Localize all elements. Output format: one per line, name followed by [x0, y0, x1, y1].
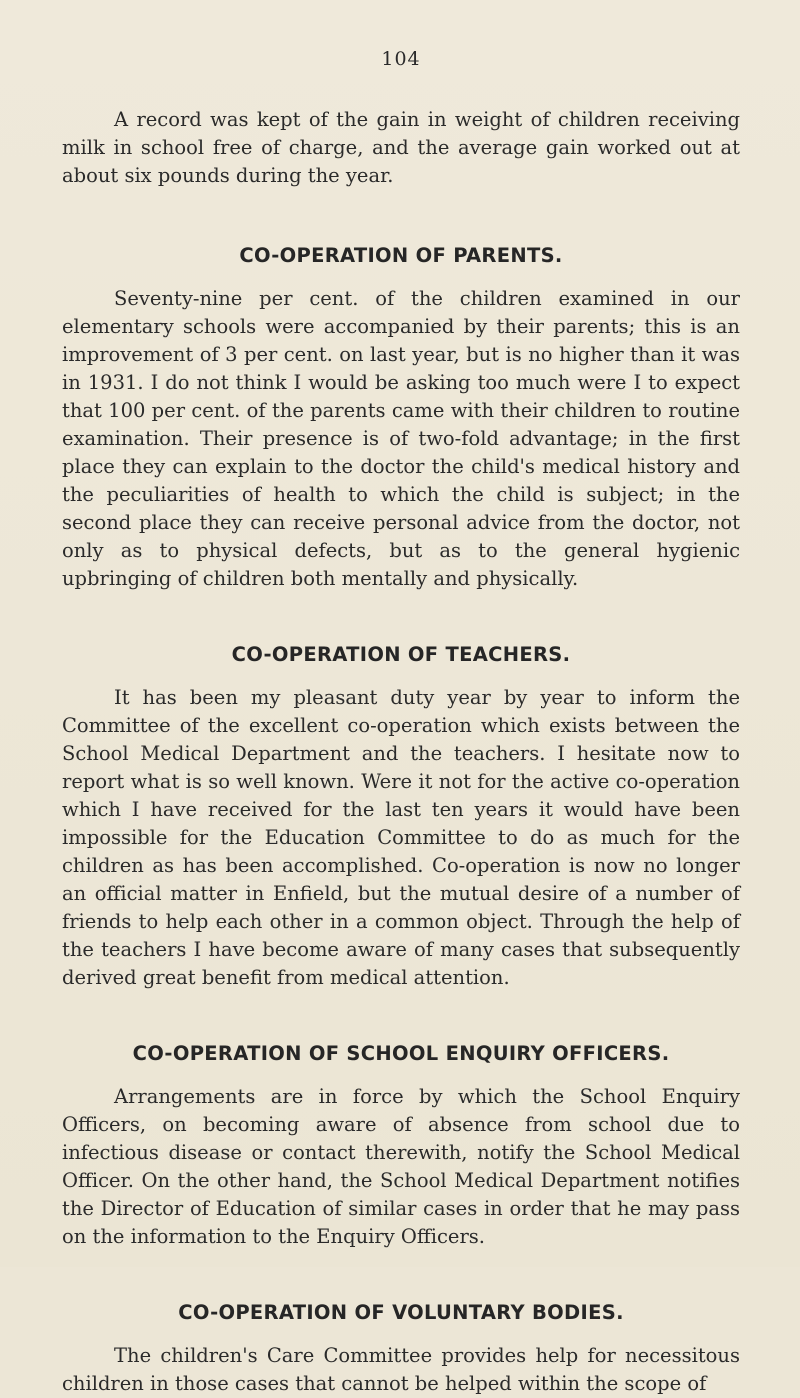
heading-cooperation-of-voluntary-bodies: CO-OPERATION OF VOLUNTARY BODIES. [178, 1301, 624, 1324]
heading-cooperation-of-school-enquiry-officers: CO-OPERATION OF SCHOOL ENQUIRY OFFICERS. [132, 1042, 670, 1065]
page-number: 104 [381, 48, 421, 70]
heading-cooperation-of-parents: CO-OPERATION OF PARENTS. [239, 244, 563, 267]
heading-cooperation-of-teachers: CO-OPERATION OF TEACHERS. [231, 643, 571, 666]
paragraph-cooperation-of-parents: Seventy-nine per cent. of the children examined in our elementary schools were accompanied by their parents; this is an improvement of 3 per cent. on last year, but is no higher than it was in 1931. I do not think I would be asking too much were I to expect that 100 per cent. of the parents came with their children to routine examination. Their presence is of two-fold advantage; in the first place they can explain to the doctor the child's medical history and the peculiarities of health to which the child is subject; in the second place they can receive personal advice from the doctor, not only as to physical defects, but as to the general hygienic upbringing of children both mentally and physically. [62, 287, 740, 590]
paragraph-cooperation-of-school-enquiry-officers: Arrangements are in force by which the School Enquiry Officers, on becoming aware of absence from school due to infectious disease or contact therewith, notify the School Medical Officer. On the other hand, the School Medical Department notifies the Director of Education of similar cases in order that he may pass on the information to the Enquiry Officers. [62, 1085, 740, 1248]
paragraph-cooperation-of-teachers: It has been my pleasant duty year by year to inform the Committee of the excellent co-operation which exists between the School Medical Department and the teachers. I hesitate now to report what is so well known. Were it not for the active co-operation which I have received for the last ten years it would have been impossible for the Education Committee to do as much for the children as has been accomplished. Co-operation is now no longer an official matter in Enfield, but the mutual desire of a number of friends to help each other in a common object. Through the help of the teachers I have become aware of many cases that subsequently derived great benefit from medical attention. [62, 686, 740, 989]
intro-paragraph: A record was kept of the gain in weight of children receiving milk in school free of charge, and the average gain worked out at about six pounds during the year. [62, 108, 740, 187]
paragraph-cooperation-of-voluntary-bodies: The children's Care Committee provides help for necessitous children in those cases that cannot be helped within the scope of [62, 1344, 740, 1395]
